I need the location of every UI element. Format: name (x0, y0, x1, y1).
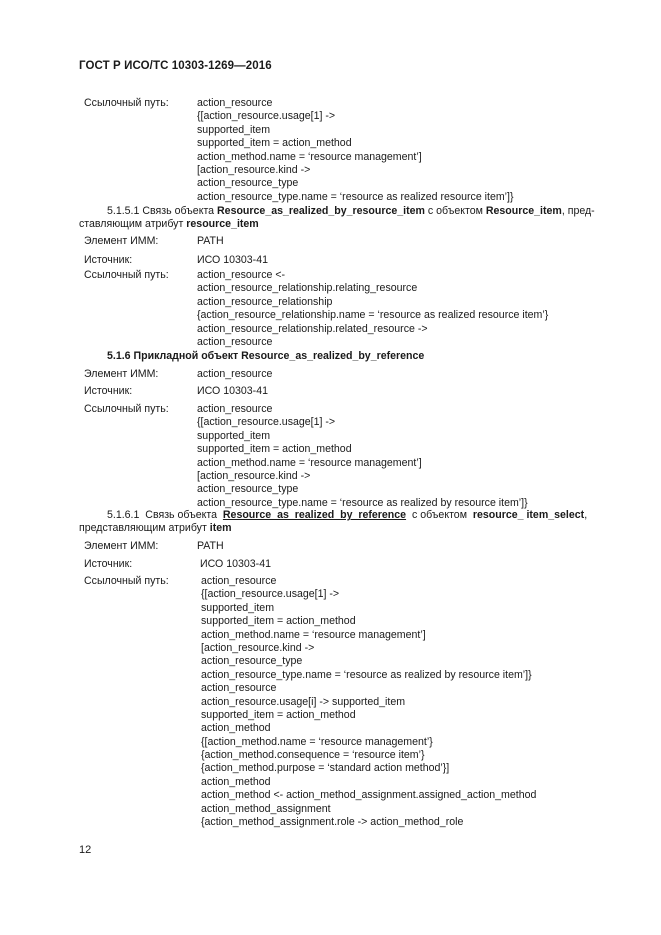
element-label: Элемент ИММ: (84, 235, 159, 247)
path-line: action_resource (197, 403, 273, 415)
source-label: Источник: (84, 385, 133, 397)
section-heading-5151-line2 (79, 218, 614, 231)
path-line: {action_method.purpose = ‘standard action method’}] (201, 762, 450, 775)
heading-text: представляющим атрибут (79, 522, 207, 534)
ref-path-values (201, 575, 536, 829)
path-line: action_method (201, 775, 271, 788)
section-number: 5.1.6 (107, 350, 131, 362)
path-line: action_method (201, 722, 271, 735)
ref-path-values (197, 403, 528, 510)
path-line: supported_item = action_method (201, 708, 356, 721)
path-line: action_resource <- (197, 269, 286, 281)
section-number: 5.1.5.1 (107, 205, 140, 217)
heading-text: , пред- (561, 205, 595, 217)
path-line: {[action_method.name = ‘resource management’} (201, 735, 433, 748)
page-number: 12 (79, 844, 92, 856)
heading-text: ставляющим атрибут (79, 218, 184, 230)
section-heading-5161 (79, 509, 614, 522)
path-line: action_resource (201, 575, 277, 587)
section-number: 5.1.6.1 (107, 509, 140, 521)
source-value: ИСО 10303-41 (197, 254, 268, 266)
path-line: action_method.name = ‘resource management’] (201, 628, 426, 641)
ref-path-label: Ссылочный путь: (84, 269, 169, 281)
path-line: supported_item = action_method (197, 443, 352, 456)
target-name: Resource_item (485, 205, 562, 217)
path-line: action_resource_type.name = ‘resource as realized resource item’]} (197, 190, 514, 203)
path-line: action_resource_type.name = ‘resource as realized by resource item’]} (201, 668, 532, 681)
attribute-name: item (209, 522, 232, 534)
path-line: action_resource (197, 97, 273, 109)
path-line: {action_method_assignment.role -> action_method_role (201, 816, 464, 829)
heading-text: с объектом (411, 509, 467, 521)
element-value: action_resource (197, 368, 273, 380)
path-line: action_method <- action_method_assignment.assigned_action_method (201, 789, 537, 802)
path-line: action_method_assignment (201, 802, 331, 815)
element-label: Элемент ИММ: (84, 368, 159, 380)
heading-text: Связь объекта (145, 509, 218, 521)
path-line: action_resource_type (197, 483, 299, 496)
section-heading-5151 (79, 205, 614, 218)
path-line: supported_item (197, 429, 271, 442)
path-line: action_resource_relationship.relating_resource (197, 282, 418, 295)
path-line: action_resource_type (201, 655, 303, 668)
path-line: supported_item = action_method (197, 137, 352, 150)
heading-text: , (584, 509, 588, 521)
path-line: action_method.name = ‘resource management’] (197, 150, 422, 163)
path-line: {action_method.consequence = ‘resource item’} (201, 749, 425, 762)
path-line: [action_resource.kind -> (197, 469, 311, 482)
path-line: action_resource (201, 682, 277, 695)
path-line: action_resource_type (197, 177, 299, 190)
section-heading-516 (79, 350, 614, 363)
source-label: Источник: (84, 558, 133, 570)
source-value: ИСО 10303-41 (197, 385, 268, 397)
section-title: Прикладной объект Resource_as_realized_by_reference (133, 350, 425, 362)
document-header: ГОСТ Р ИСО/ТС 10303-1269—2016 (79, 60, 272, 72)
path-line: action_resource_relationship.related_resource -> (197, 322, 428, 335)
ref-path-values (197, 97, 514, 204)
heading-text: с объектом (427, 205, 483, 217)
ref-path-label: Ссылочный путь: (84, 97, 169, 109)
path-line: action_resource_relationship (197, 295, 333, 308)
ref-path-label: Ссылочный путь: (84, 403, 169, 415)
ref-path-label: Ссылочный путь: (84, 575, 169, 587)
path-line: action_resource_type.name = ‘resource as realized by resource item’]} (197, 496, 528, 509)
path-line: {[action_resource.usage[1] -> (197, 110, 336, 123)
path-line: action_method.name = ‘resource management’] (197, 456, 422, 469)
path-line: [action_resource.kind -> (197, 163, 311, 176)
section-heading-5161-line2 (79, 522, 614, 535)
element-value: PATH (197, 235, 224, 247)
path-line: action_resource (197, 335, 273, 348)
attribute-name: resource_item (186, 218, 259, 230)
ref-path-values (197, 269, 548, 349)
element-value: PATH (197, 540, 224, 552)
path-line: supported_item = action_method (201, 615, 356, 628)
entity-name: Resource_as_realized_by_resource_item (217, 205, 425, 217)
path-line: [action_resource.kind -> (201, 641, 315, 654)
source-label: Источник: (84, 254, 133, 266)
path-line: {[action_resource.usage[1] -> (201, 588, 340, 601)
source-value: ИСО 10303-41 (200, 558, 271, 570)
target-name: resource_ item_select (472, 509, 585, 521)
path-line: {[action_resource.usage[1] -> (197, 416, 336, 429)
path-line: {action_resource_relationship.name = ‘resource as realized resource item’} (197, 309, 549, 322)
path-line: action_resource.usage[i] -> supported_item (201, 695, 406, 708)
heading-text: Связь объекта (142, 205, 215, 217)
path-line: supported_item (201, 601, 275, 614)
entity-name: Resource_as_realized_by_reference (222, 509, 407, 521)
element-label: Элемент ИММ: (84, 540, 159, 552)
path-line: supported_item (197, 123, 271, 136)
